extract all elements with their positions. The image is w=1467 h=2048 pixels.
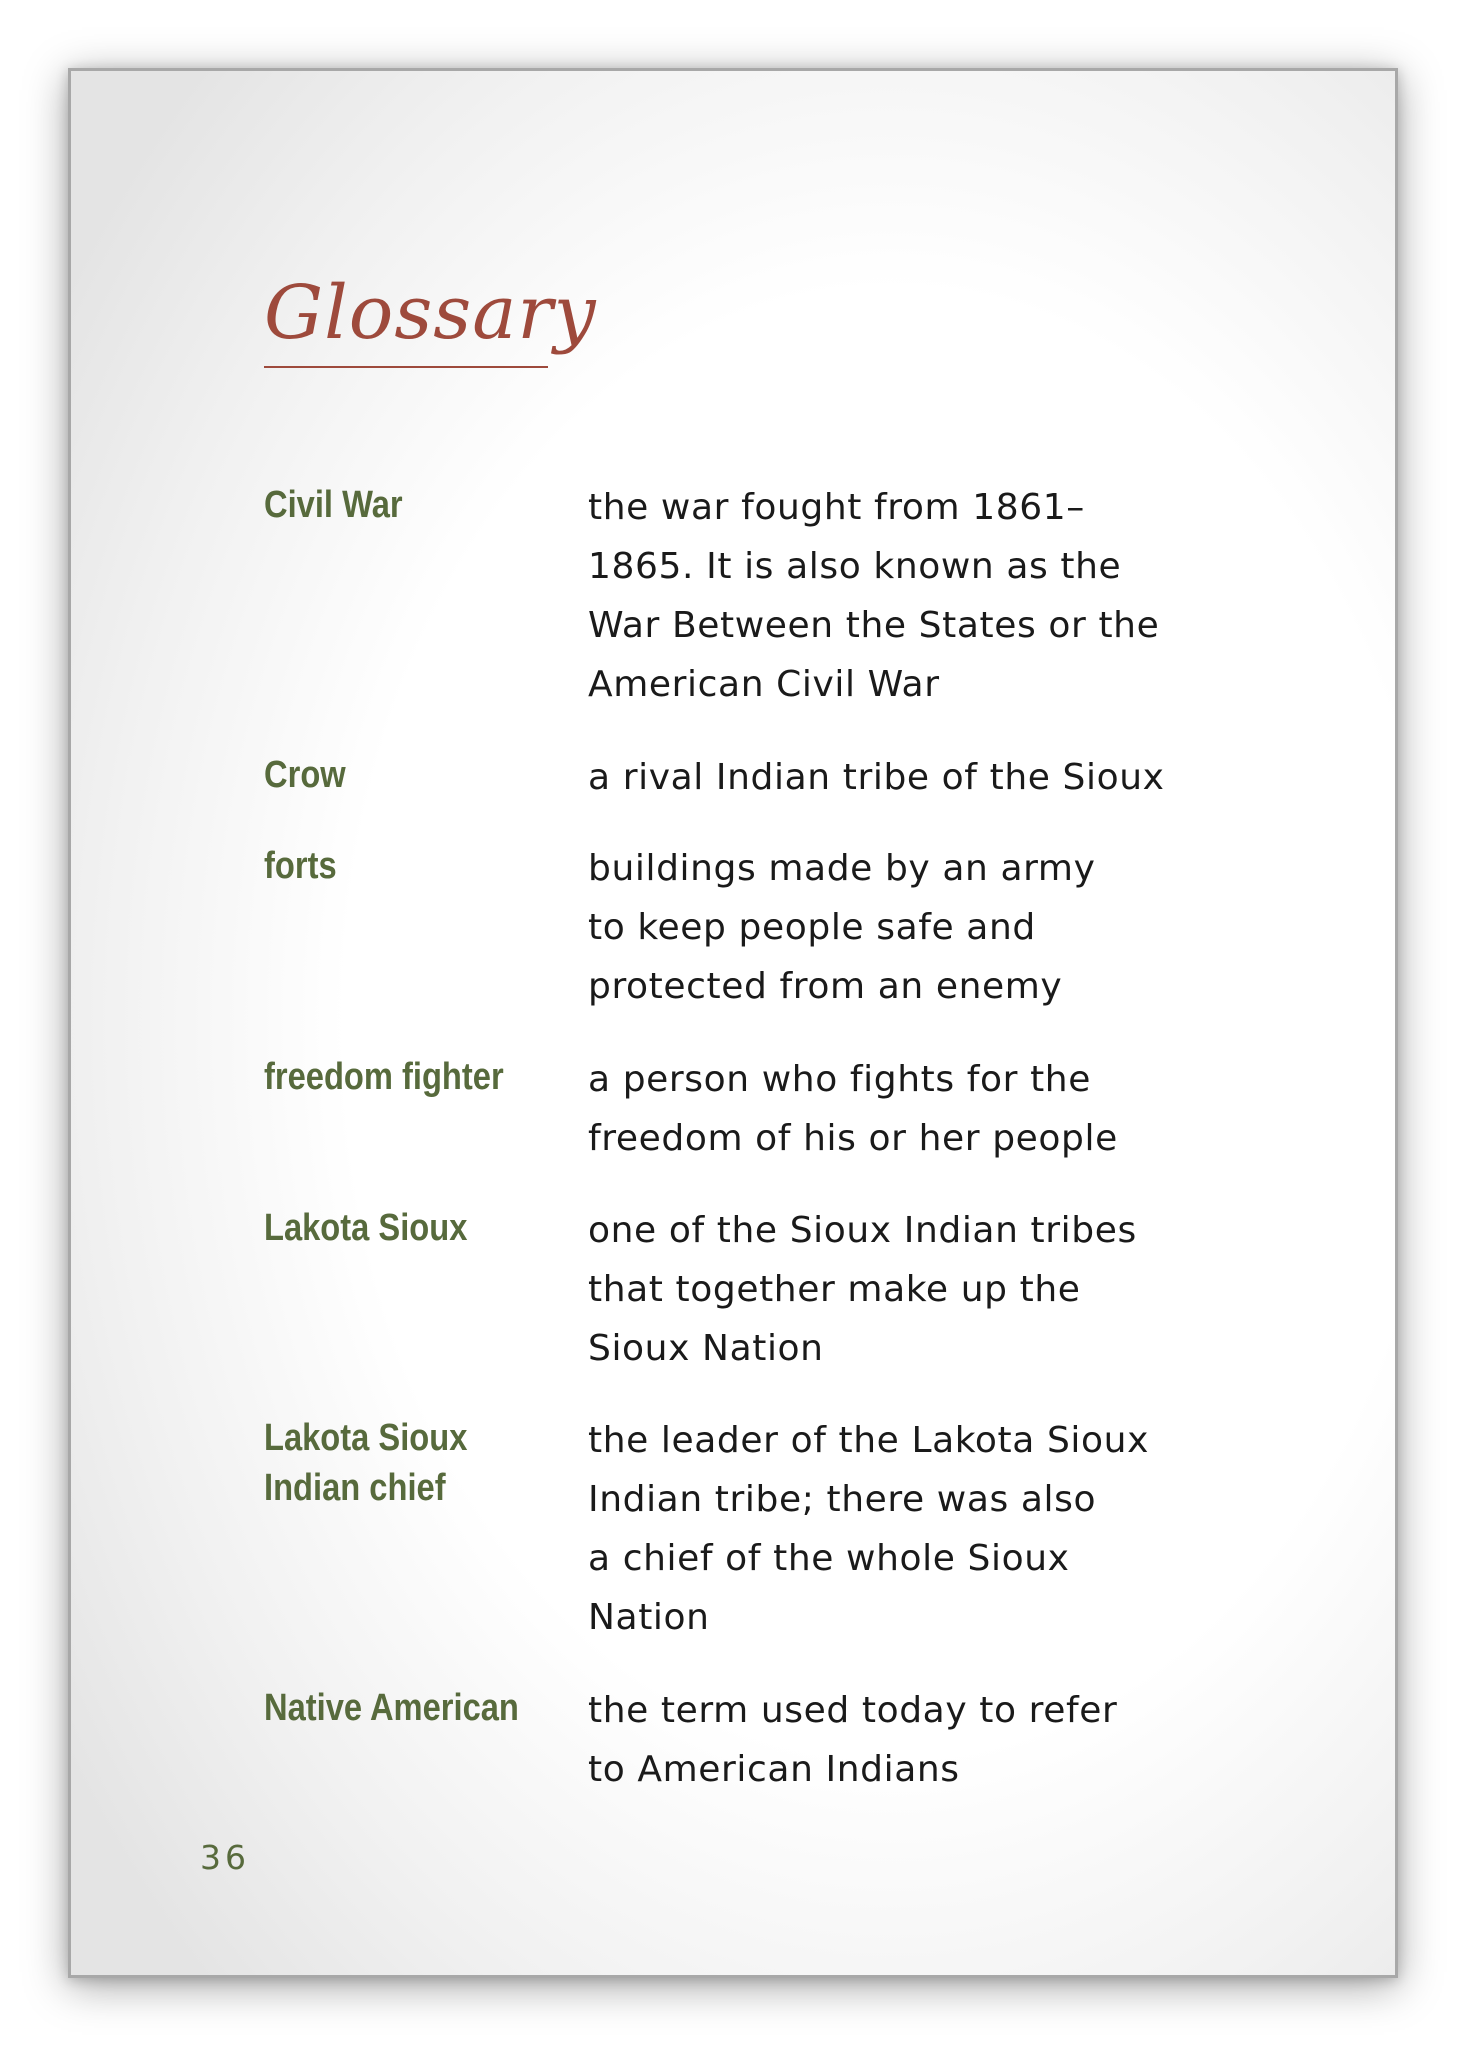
- definition-lakota-sioux-indian-chief: [588, 1411, 1149, 1647]
- definition-line: freedom of his or her people: [588, 1118, 1118, 1159]
- definition-line: Nation: [588, 1597, 710, 1638]
- definition-line: to keep people safe and: [588, 907, 1036, 948]
- definition-lakota-sioux: [588, 1201, 1137, 1378]
- definition-line: that together make up the: [588, 1269, 1081, 1310]
- term-lakota-sioux-indian-chief: [264, 1413, 467, 1513]
- definition-line: a chief of the whole Sioux: [588, 1538, 1070, 1579]
- definition-crow: [588, 748, 1165, 807]
- title-underline: [264, 366, 548, 368]
- term-native-american: Native American: [264, 1687, 519, 1729]
- term-crow: Crow: [264, 754, 346, 796]
- definition-line: one of the Sioux Indian tribes: [588, 1210, 1137, 1251]
- definition-line: 1865. It is also known as the: [588, 546, 1122, 587]
- definition-line: Sioux Nation: [588, 1328, 824, 1369]
- definition-freedom-fighter: [588, 1050, 1118, 1168]
- definition-line: the war fought from 1861–: [588, 487, 1085, 528]
- definition-line: the term used today to refer: [588, 1690, 1118, 1731]
- definition-line: protected from an enemy: [588, 966, 1063, 1007]
- term-lakota-sioux: Lakota Sioux: [264, 1207, 468, 1249]
- term-forts: forts: [264, 845, 337, 887]
- definition-line: American Civil War: [588, 664, 940, 705]
- definition-line: a rival Indian tribe of the Sioux: [588, 757, 1165, 798]
- definition-line: Indian tribe; there was also: [588, 1479, 1097, 1520]
- definition-forts: [588, 839, 1096, 1016]
- term-civil-war: Civil War: [264, 484, 403, 526]
- definition-civil-war: [588, 478, 1159, 714]
- term-freedom-fighter: freedom fighter: [264, 1056, 504, 1098]
- page-number: 36: [200, 1838, 250, 1877]
- definition-line: to American Indians: [588, 1749, 960, 1790]
- definition-line: buildings made by an army: [588, 848, 1096, 889]
- definition-native-american: [588, 1681, 1117, 1799]
- definition-line: the leader of the Lakota Sioux: [588, 1420, 1149, 1461]
- term-line: Lakota Sioux: [264, 1417, 468, 1459]
- glossary-title: Glossary: [264, 270, 597, 356]
- term-line: Indian chief: [264, 1467, 446, 1509]
- definition-line: a person who fights for the: [588, 1059, 1091, 1100]
- definition-line: War Between the States or the: [588, 605, 1160, 646]
